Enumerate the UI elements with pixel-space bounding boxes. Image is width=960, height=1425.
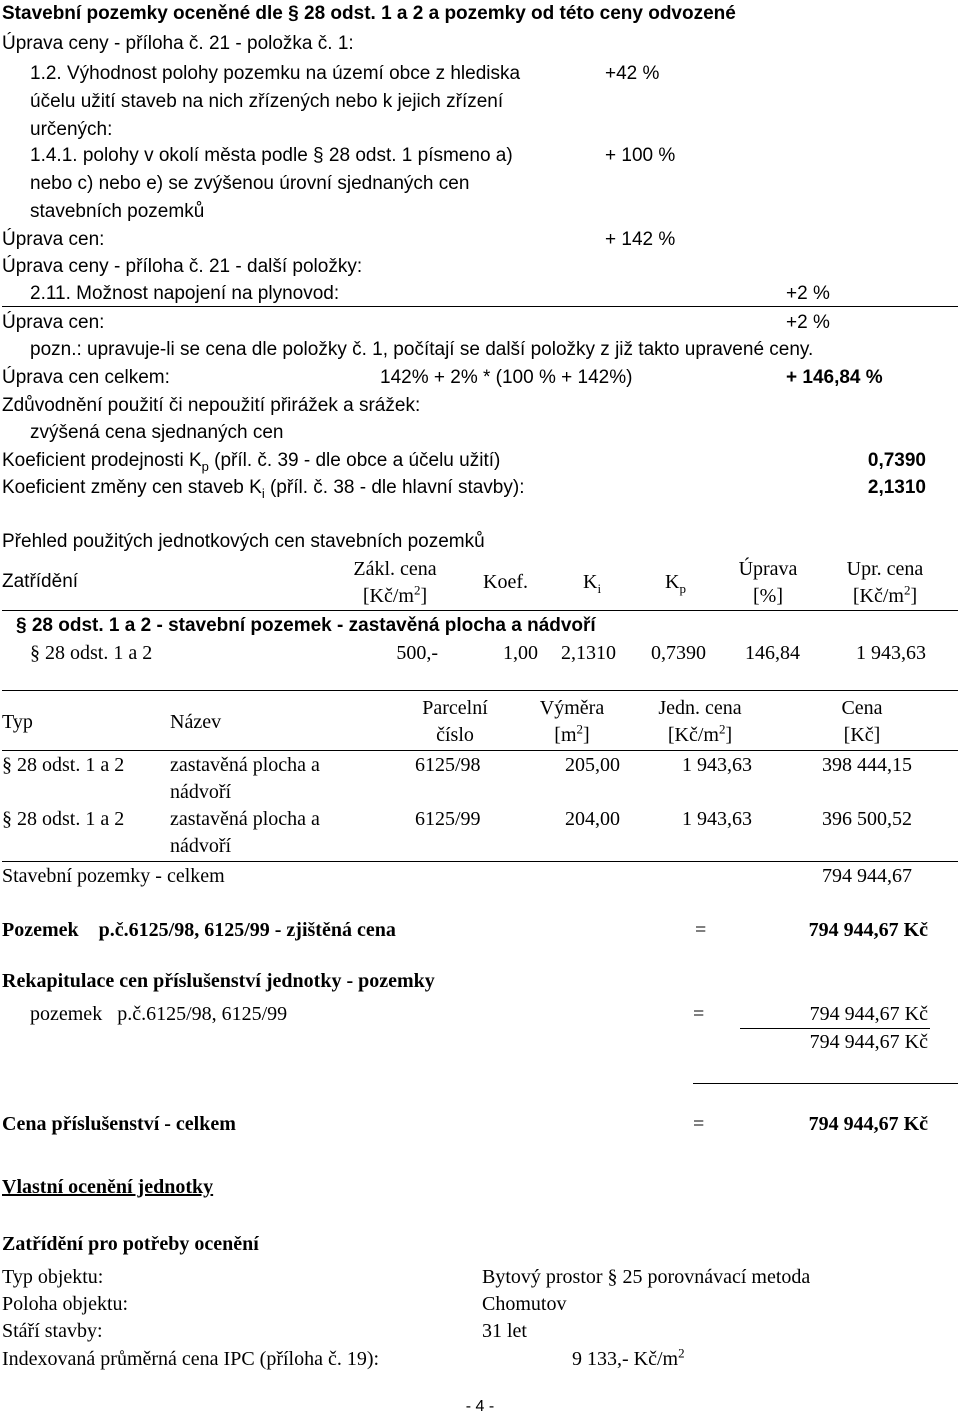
- prehled-row-koef: 1,00: [503, 642, 538, 664]
- ipc-value: 9 133,- $Kč/m^2$: [572, 1345, 685, 1370]
- item-1-2-line3: určených:: [30, 119, 113, 140]
- cena-celkem-value: 794 944,67 Kč: [808, 1113, 928, 1135]
- divider: [693, 1083, 958, 1084]
- row-nazev: zastavěná plocha a: [170, 754, 320, 776]
- divider: [2, 750, 958, 751]
- col-vymera-unit: $[m^2]$: [554, 721, 590, 746]
- rekap-line-label: pozemek p.č.6125/98, 6125/99: [30, 1003, 288, 1025]
- uprava-celkem-label: Úprava cen celkem:: [2, 367, 170, 388]
- group-heading: § 28 odst. 1 a 2 - stavební pozemek - zastavěná plocha a nádvoří: [16, 615, 596, 636]
- pozemek-label: Pozemek p.č.6125/98, 6125/99 - zjištěná cena: [2, 919, 396, 941]
- rekap-sum-value: 794 944,67 Kč: [809, 1031, 928, 1053]
- rekap-eq: =: [693, 1003, 705, 1025]
- ipc-label: Indexovaná průměrná cena IPC (příloha č. 19):: [2, 1348, 380, 1370]
- poloha-value: Chomutov: [482, 1293, 567, 1315]
- uprava-cen-value: + 142 %: [605, 229, 676, 250]
- row-typ: § 28 odst. 1 a 2: [2, 754, 125, 776]
- rekap-line-value: 794 944,67 Kč: [809, 1003, 928, 1025]
- item-1-2-line1: 1.2. Výhodnost polohy pozemku na území obce z hlediska: [30, 63, 521, 84]
- col-zakl-unit: $[Kč/m^2]$: [362, 582, 428, 607]
- col-jedn-cena: Jedn. cena: [658, 697, 742, 719]
- kp-label: Koeficient prodejnosti $K_p$ (příl. č. 39 - dle obce a účelu užití): [2, 450, 501, 474]
- prehled-row-ki: 2,1310: [561, 642, 616, 664]
- col-nazev: Název: [170, 711, 222, 733]
- stari-value: 31 let: [482, 1320, 527, 1342]
- col-upr-cena: Upr. cena: [846, 558, 924, 580]
- section-title: Stavební pozemky oceněné dle § 28 odst. 1 a 2 a pozemky od této ceny odvozené: [2, 3, 736, 24]
- item-1-4-1-line3: stavebních pozemků: [30, 201, 205, 222]
- row-nazev-2: nádvoří: [170, 835, 232, 857]
- divider: [2, 690, 958, 691]
- zduvodneni-text: zvýšená cena sjednaných cen: [30, 422, 284, 443]
- typ-objektu-label: Typ objektu:: [2, 1266, 104, 1288]
- pozemek-eq: =: [695, 919, 707, 941]
- cena-celkem-label: Cena příslušenství - celkem: [2, 1113, 236, 1135]
- row-jedn: 1 943,63: [682, 808, 752, 830]
- uprava-celkem-value: + 146,84 %: [786, 367, 883, 388]
- prehled-row-upr-cena: 1 943,63: [856, 642, 926, 664]
- row-jedn: 1 943,63: [682, 754, 752, 776]
- prehled-row-kp: 0,7390: [651, 642, 706, 664]
- total-value: 794 944,67: [822, 865, 912, 887]
- poloha-label: Poloha objektu:: [2, 1293, 129, 1315]
- prehled-row-zatrideni: § 28 odst. 1 a 2: [30, 642, 153, 664]
- col-kp: $K_p$: [665, 571, 686, 596]
- col-zakl-cena: Zákl. cena: [353, 558, 437, 580]
- total-label: Stavební pozemky - celkem: [2, 865, 225, 887]
- divider: [2, 306, 958, 307]
- col-ki: $K_i$: [583, 571, 602, 596]
- col-uprava-unit: [%]: [753, 585, 783, 607]
- kp-value: 0,7390: [867, 450, 926, 471]
- page-number: - 4 -: [465, 1398, 495, 1415]
- uprava-cen-label: Úprava cen:: [2, 229, 105, 250]
- row-parcela: 6125/98: [415, 754, 481, 776]
- row-cena: 398 444,15: [822, 754, 912, 776]
- pozemek-value: 794 944,67 Kč: [808, 919, 928, 941]
- col-cena-unit: [Kč]: [843, 724, 881, 746]
- vlastni-oceneni-heading: Vlastní ocenění jednotky: [2, 1176, 214, 1198]
- item-2-11: 2.11. Možnost napojení na plynovod:: [30, 283, 340, 304]
- row-nazev-2: nádvoří: [170, 781, 232, 803]
- item-2-11-value: +2 %: [786, 283, 830, 304]
- col-upr-cena-unit: $[Kč/m^2]$: [852, 582, 918, 607]
- row-parcela: 6125/99: [415, 808, 481, 830]
- col-cena: Cena: [841, 697, 883, 719]
- item-1-4-1-value: + 100 %: [605, 145, 676, 166]
- row-typ: § 28 odst. 1 a 2: [2, 808, 125, 830]
- rekap-title: Rekapitulace cen příslušenství jednotky - pozemky: [2, 970, 435, 992]
- uprava-cen2-value: +2 %: [786, 312, 830, 333]
- prehled-row-zakl: 500,-: [396, 642, 438, 664]
- uprava-celkem-formula: 142% + 2% * (100 % + 142%): [380, 367, 633, 388]
- item-1-4-1-line1: 1.4.1. polohy v okolí města podle § 28 odst. 1 písmeno a): [30, 145, 513, 166]
- prehled-row-uprava: 146,84: [745, 642, 800, 664]
- stari-label: Stáří stavby:: [2, 1320, 103, 1342]
- col-koef: Koef.: [483, 571, 528, 593]
- col-parcela-2: číslo: [436, 724, 474, 746]
- ki-label: Koeficient změny cen staveb $K_i$ (příl. č. 38 - dle hlavní stavby):: [2, 477, 525, 501]
- item-1-4-1-line2: nebo c) nebo e) se zvýšenou úrovní sjednaných cen: [30, 173, 470, 194]
- row-vymera: 205,00: [565, 754, 620, 776]
- typ-objektu-value: Bytový prostor § 25 porovnávací metoda: [482, 1266, 811, 1288]
- col-typ: Typ: [2, 711, 33, 733]
- zatrideni-title: Zatřídění pro potřeby ocenění: [2, 1233, 259, 1255]
- divider: [740, 1028, 930, 1029]
- row-cena: 396 500,52: [822, 808, 912, 830]
- item-1-2-line2: účelu užití staveb na nich zřízených nebo k jejich zřízení: [30, 91, 504, 112]
- ki-value: 2,1310: [867, 477, 926, 498]
- note: pozn.: upravuje-li se cena dle položky č. 1, počítají se další položky z již takto upravené ceny.: [30, 339, 814, 360]
- col-vymera: Výměra: [539, 697, 605, 719]
- uprava-heading: Úprava ceny - příloha č. 21 - položka č. 1:: [2, 33, 354, 54]
- divider: [2, 610, 958, 611]
- col-zatrideni: Zatřídění: [2, 571, 79, 592]
- item-1-2-value: +42 %: [605, 63, 660, 84]
- col-jedn-cena-unit: $[Kč/m^2]$: [667, 721, 733, 746]
- col-uprava: Úprava: [738, 558, 798, 580]
- zduvodneni-label: Zdůvodnění použití či nepoužití přirážek a srážek:: [2, 395, 421, 416]
- row-vymera: 204,00: [565, 808, 620, 830]
- uprava-dalsi-heading: Úprava ceny - příloha č. 21 - další položky:: [2, 256, 363, 277]
- col-parcela: Parcelní: [422, 697, 488, 719]
- row-nazev: zastavěná plocha a: [170, 808, 320, 830]
- uprava-cen2-label: Úprava cen:: [2, 312, 105, 333]
- prehled-title: Přehled použitých jednotkových cen stavebních pozemků: [2, 531, 485, 552]
- divider: [2, 861, 958, 862]
- cena-celkem-eq: =: [693, 1113, 705, 1135]
